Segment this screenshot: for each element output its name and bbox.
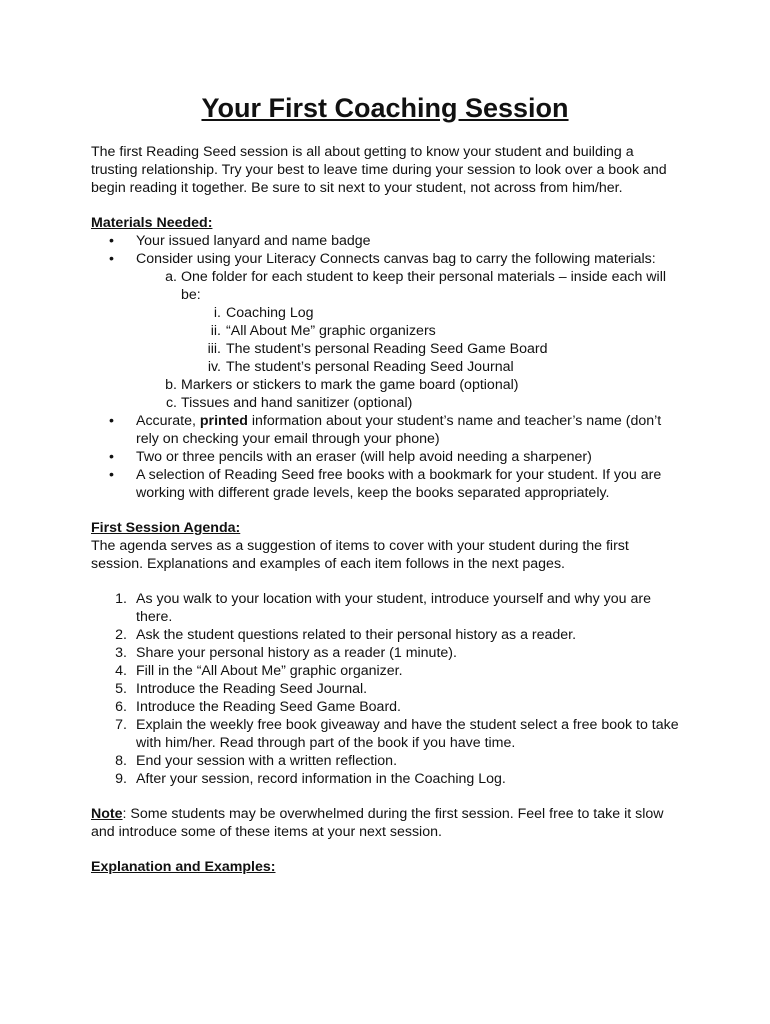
list-item-text: Tissues and hand sanitizer (optional) <box>181 395 413 411</box>
folder-item-game-board <box>91 340 681 358</box>
explanation-heading: Explanation and Examples: <box>91 859 276 875</box>
list-marker: 9. <box>115 771 127 787</box>
list-item-text: Markers or stickers to mark the game board (optional) <box>181 377 519 393</box>
agenda-intro: The agenda serves as a suggestion of items to cover with your student during the first session. Explanations and examples of each item follows in the next pages. <box>91 538 629 572</box>
list-marker: iv. <box>207 359 221 375</box>
intro-paragraph: The first Reading Seed session is all about getting to know your student and building a trusting relationship. Try your best to leave time during your session to look over a book and begin reading it together. Be sure to sit next to your student, not across from him/her. <box>91 144 667 196</box>
list-item-text: One folder for each student to keep their personal materials – inside each will be: <box>181 269 667 303</box>
agenda-item <box>91 752 681 770</box>
agenda-heading: First Session Agenda: <box>91 520 241 536</box>
agenda-item <box>91 644 681 662</box>
list-marker: 4. <box>115 663 127 679</box>
list-item-text: End your session with a written reflection. <box>136 753 398 769</box>
document-body <box>91 143 681 876</box>
list-item-text: Explain the weekly free book giveaway and have the student select a free book to take with him/her. Read through part of the book if you have time. <box>136 717 679 751</box>
list-marker: 8. <box>115 753 127 769</box>
list-item-text: Introduce the Reading Seed Game Board. <box>136 699 402 715</box>
text-run: information about your student’s name and teacher’s name (don’t rely on checking your email through your phone) <box>136 413 662 447</box>
list-item-text: After your session, record information in the Coaching Log. <box>136 771 506 787</box>
page-title: Your First Coaching Session <box>201 93 569 123</box>
materials-subitem-tissues <box>91 394 681 412</box>
list-item-text: Share your personal history as a reader (1 minute). <box>136 645 457 661</box>
note-label: Note <box>91 806 123 822</box>
list-marker: 1. <box>115 591 127 607</box>
materials-item-lanyard: • Your issued lanyard and name badge <box>91 232 681 250</box>
agenda-item <box>91 698 681 716</box>
emphasis-printed: printed <box>199 413 248 429</box>
materials-subitem-markers <box>91 376 681 394</box>
list-item-text: Coaching Log <box>226 305 314 321</box>
materials-heading: Materials Needed: <box>91 215 213 231</box>
list-item-text: Fill in the “All About Me” graphic organizer. <box>136 663 403 679</box>
folder-item-journal <box>91 358 681 376</box>
agenda-item <box>91 662 681 680</box>
folder-item-coaching-log <box>91 304 681 322</box>
list-marker: 2. <box>115 627 127 643</box>
list-item-text: Ask the student questions related to their personal history as a reader. <box>136 627 577 643</box>
materials-item-printed-info <box>91 412 681 448</box>
agenda-item <box>91 626 681 644</box>
list-marker: a. <box>165 269 177 285</box>
materials-subitem-folder <box>91 268 681 304</box>
text-run: Accurate, <box>136 413 200 429</box>
list-marker: c. <box>165 395 177 411</box>
list-item-text: The student’s personal Reading Seed Journal <box>226 359 514 375</box>
list-marker: i. <box>213 305 221 321</box>
note-text: : Some students may be overwhelmed during the first session. Feel free to take it slow and introduce some of these items at your next session. <box>91 806 664 840</box>
materials-item-books: • A selection of Reading Seed free books with a bookmark for your student. If you are working with different grade levels, keep the books separated appropriately. <box>91 466 681 502</box>
list-marker: 7. <box>115 717 127 733</box>
materials-item-pencils: • Two or three pencils with an eraser (will help avoid needing a sharpener) <box>91 448 681 466</box>
list-item-text: As you walk to your location with your student, introduce yourself and why you are there. <box>136 591 651 625</box>
list-marker: 6. <box>115 699 127 715</box>
list-marker: 3. <box>115 645 127 661</box>
list-marker: 5. <box>115 681 127 697</box>
list-item-text: “All About Me” graphic organizers <box>226 323 436 339</box>
list-item-text: Introduce the Reading Seed Journal. <box>136 681 368 697</box>
agenda-list <box>91 590 681 788</box>
materials-item-canvas-bag: • Consider using your Literacy Connects canvas bag to carry the following materials: <box>91 250 681 268</box>
list-marker: b. <box>165 377 177 393</box>
folder-item-graphic-organizers <box>91 322 681 340</box>
agenda-item <box>91 716 681 752</box>
list-marker: iii. <box>207 341 221 357</box>
list-marker: ii. <box>210 323 221 339</box>
note-paragraph <box>91 805 681 841</box>
agenda-item <box>91 770 681 788</box>
agenda-item <box>91 680 681 698</box>
agenda-item <box>91 590 681 626</box>
list-item-text: The student’s personal Reading Seed Game Board <box>226 341 548 357</box>
